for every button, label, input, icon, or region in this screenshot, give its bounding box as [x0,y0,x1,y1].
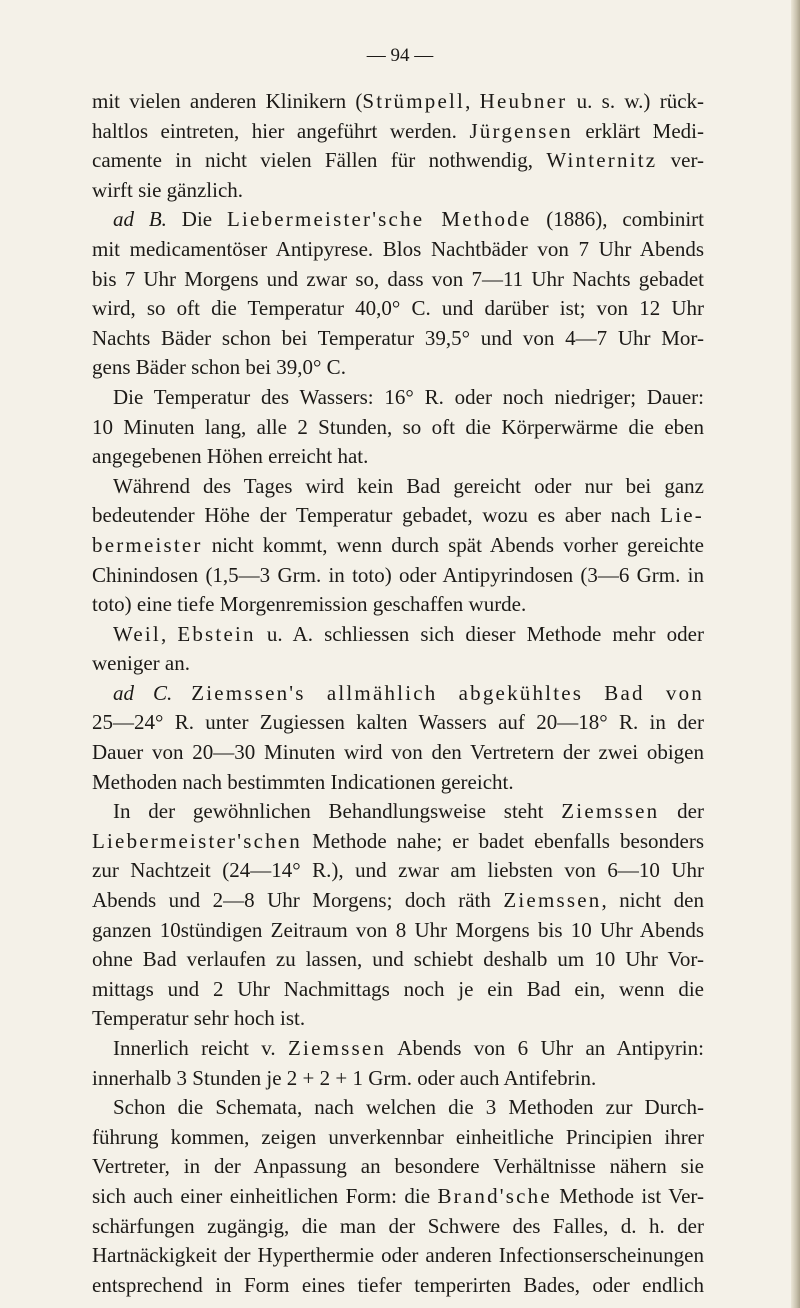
text-segment: gens Bäder schon bei 39,0° C. [92,355,346,380]
text-segment: , nicht den [601,888,704,913]
text-line-l38 [92,1182,704,1212]
text-line-l02 [92,117,704,147]
body-text [92,87,704,1300]
text-line-l11 [92,383,704,413]
spaced-name: Lie- [660,503,704,528]
text-line-l20 [92,649,704,679]
text-line-l24 [92,768,704,798]
text-line-l35 [92,1093,704,1123]
text-segment: erklärt Medi- [572,118,704,143]
text-line-l06 [92,235,704,265]
text-line-l34 [92,1064,704,1094]
text-segment: Schon die Schemata, nach welchen die 3 Methoden zur Durch- [113,1095,704,1120]
spaced-name: Strümpell [362,89,466,113]
spaced-name: Liebermeister'schen [92,828,303,853]
text-line-l30 [92,945,704,975]
text-line-l05 [92,205,704,235]
text-line-l03 [92,146,704,176]
text-segment: Nachts Bäder schon bei Temperatur 39,5° und von 4—7 Uhr Mor- [92,325,704,350]
text-line-l04 [92,176,704,206]
text-line-l15 [92,501,704,531]
italic-label: ad B. [113,207,167,232]
text-segment: nicht kommt, wenn durch spät Abends vorher gereichte [202,532,704,557]
text-line-l37 [92,1152,704,1182]
text-line-l08 [92,294,704,324]
text-segment: wirft sie gänzlich. [92,177,244,202]
spaced-name: Liebermeister'sche Methode [226,207,532,232]
spaced-name: Ziemssen [561,799,660,824]
text-segment: Vertreter, in der Anpassung an besondere Verhältnisse nähern sie [92,1154,704,1179]
page-number-header: — 94 — [366,45,434,66]
spaced-name: Weil [113,621,161,646]
text-segment: Chinindosen (1,5—3 Grm. in toto) oder Antipyrindosen (3—6 Grm. in [92,562,704,587]
text-line-l28 [92,886,704,916]
text-segment: Innerlich reicht v. [113,1036,289,1060]
text-line-l33 [92,1034,704,1064]
text-segment: ver- [657,148,705,173]
text-segment: Hartnäckigkeit der Hyperthermie oder anderen Infectionserscheinungen [92,1243,704,1268]
text-line-l18 [92,590,704,620]
spaced-name: bermeister [92,532,203,557]
text-segment: ganzen 10stündigen Zeitraum von 8 Uhr Morgens bis 10 Uhr Abends [92,917,704,942]
text-segment: haltlos eintreten, hier angeführt werden. [92,118,470,143]
text-segment: Abends von 6 Uhr an Antipyrin: [386,1036,704,1060]
spaced-name: Ziemssen's allmählich abgekühltes Bad von [191,680,705,705]
text-line-l29 [92,916,704,946]
text-line-l39 [92,1212,704,1242]
text-segment: der [659,799,704,824]
text-segment: Methode ist Ver- [551,1183,704,1208]
text-segment: toto) eine tiefe Morgenremission geschaffen wurde. [92,592,527,617]
spaced-name: Brand'sche [437,1183,552,1208]
text-segment: Dauer von 20—30 Minuten wird von den Vertretern der zwei obigen [92,740,704,765]
text-segment: wird, so oft die Temperatur 40,0° C. und darüber ist; von 12 Uhr [92,296,704,321]
text-segment: mit vielen anderen Klinikern ( [92,89,363,113]
text-segment: Methode nahe; er badet ebenfalls besonders [302,828,704,853]
text-line-l12 [92,413,704,443]
text-line-l17 [92,561,704,591]
text-line-l25 [92,797,704,827]
text-line-l36 [92,1123,704,1153]
text-line-l13 [92,442,704,472]
text-segment: Die Temperatur des Wassers: 16° R. oder noch niedriger; Dauer: [113,384,704,409]
text-segment: innerhalb 3 Stunden je 2 + 2 + 1 Grm. oder auch Antifebrin. [92,1065,597,1090]
text-line-l07 [92,265,704,295]
text-segment: Die [166,207,227,232]
text-segment: bedeutender Höhe der Temperatur gebadet, wozu es aber nach [92,503,661,528]
text-segment: schärfungen zugängig, die man der Schwere des Falles, d. h. der [92,1213,704,1238]
text-segment: 25—24° R. unter Zugiessen kalten Wassers auf 20—18° R. in der [92,710,704,735]
page-edge-shadow [791,0,800,1308]
text-line-l32 [92,1004,704,1034]
text-line-l01 [92,87,704,117]
text-line-l09 [92,324,704,354]
text-line-l26 [92,827,704,857]
text-segment: angegebenen Höhen erreicht hat. [92,444,369,469]
text-line-l16 [92,531,704,561]
text-segment: Abends und 2—8 Uhr Morgens; doch räth [92,888,504,913]
text-segment: Methoden nach bestimmten Indicationen gereicht. [92,769,514,794]
text-line-l19 [92,620,704,650]
text-segment: führung kommen, zeigen unverkennbar einheitliche Principien ihrer [92,1124,704,1149]
text-segment: 10 Minuten lang, alle 2 Stunden, so oft die Körperwärme die eben [92,414,704,439]
text-segment: mit medicamentöser Antipyrese. Blos Nachtbäder von 7 Uhr Abends [92,236,704,261]
text-line-l14 [92,472,704,502]
text-segment: entsprechend in Form eines tiefer temperirten Bades, oder endlich [92,1272,704,1297]
text-segment: weniger an. [92,651,190,676]
text-segment [172,681,191,705]
spaced-name: Heubner [479,89,568,113]
text-segment: zur Nachtzeit (24—14° R.), und zwar am liebsten von 6—10 Uhr [92,858,704,883]
text-line-l40 [92,1241,704,1271]
text-line-l27 [92,856,704,886]
text-segment: bis 7 Uhr Morgens und zwar so, dass von 7—11 Uhr Nachts gebadet [92,266,704,291]
spaced-name: Ebstein [177,621,256,646]
text-line-l10 [92,353,704,383]
text-segment: mittags und 2 Uhr Nachmittags noch je ein Bad ein, wenn die [92,976,704,1001]
text-line-l31 [92,975,704,1005]
spaced-name: Ziemssen [288,1036,387,1060]
text-line-l23 [92,738,704,768]
text-segment: u. s. w.) rück- [567,89,705,113]
text-line-l22 [92,708,704,738]
text-segment: , [160,621,178,646]
text-segment: , [465,89,480,113]
text-segment: Temperatur sehr hoch ist. [92,1006,306,1031]
spaced-name: Jürgensen [469,118,573,143]
text-segment: Während des Tages wird kein Bad gereicht oder nur bei ganz [113,473,704,498]
spaced-name: Winternitz [546,148,658,173]
spaced-name: Ziemssen [503,888,602,913]
text-segment: In der gewöhnlichen Behandlungsweise steht [113,799,562,824]
text-line-l21 [92,679,704,709]
text-segment: sich auch einer einheitlichen Form: die [92,1183,438,1208]
text-segment: u. A. schliessen sich dieser Methode mehr oder [255,621,704,646]
text-line-l41 [92,1271,704,1301]
text-segment: ohne Bad verlaufen zu lassen, und schiebt deshalb um 10 Uhr Vor- [92,947,704,972]
text-segment: (1886), combinirt [531,207,705,232]
italic-label: ad C. [113,680,173,705]
text-segment: camente in nicht vielen Fällen für nothwendig, [92,148,547,173]
